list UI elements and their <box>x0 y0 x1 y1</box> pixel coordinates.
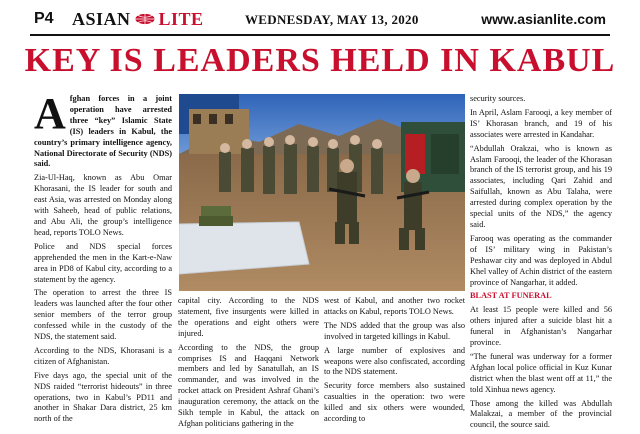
article-column-3 <box>470 94 612 434</box>
article-paragraph: According to the NDS, the group comprises IS and Haqqani Network members and led by Sanatullah, an IS commander, and was involved in the rocket attack on President Ashraf Ghani’s inauguration ceremony, the attack on the Sikh temple in Kabul, the attack on Afghan politicians gathering in the <box>178 342 319 428</box>
article-paragraph: A large number of explosives and weapons were also confiscated, according to the NDS statement. <box>324 345 465 377</box>
article-paragraph: Farooq was operating as the commander of IS’ military wing in Pakistan’s Peshawar city and was deployed in Abdul Khel valley of Achin district of the eastern province of Nangarhar, it added. <box>470 233 612 287</box>
article-column-2b <box>324 296 465 428</box>
issue-date: WEDNESDAY, MAY 13, 2020 <box>245 12 419 27</box>
article-column-2a <box>178 296 319 433</box>
section-subhead: BLAST AT FUNERAL <box>470 291 552 301</box>
article-paragraph: west of Kabul, and another two rocket attacks on Kabul, reports TOLO News. <box>324 296 465 316</box>
website-url[interactable]: www.asianlite.com <box>481 11 606 27</box>
publication-logo <box>72 9 204 30</box>
article-paragraph: The operation to arrest the three IS leaders was launched after the four other senior members of the terror group confessed while in the custody of the NDS, the statement said. <box>34 288 172 342</box>
article-paragraph: security sources. <box>470 94 526 103</box>
news-photo-soldiers <box>179 94 465 291</box>
logo-text-left: ASIAN <box>72 9 131 29</box>
article-paragraph: Those among the killed was Abdullah Malakzai, a member of the provincial council, the source said. <box>470 398 612 430</box>
globe-icon <box>134 9 156 30</box>
logo-text-right: LITE <box>158 9 204 29</box>
article-paragraph: Police and NDS special forces apprehended the men in the Kart-e-Naw area in PD8 of Kabul city, according to a statement by the agency. <box>34 241 172 284</box>
article-paragraph: capital city. According to the NDS statement, five insurgents were killed in the operations and eight others were injured. <box>178 296 319 338</box>
page-headline: KEY IS LEADERS HELD IN KABUL <box>24 42 616 79</box>
masthead-rule <box>30 34 610 36</box>
page-number: P4 <box>34 10 54 27</box>
article-column-1 <box>34 89 172 428</box>
article-paragraph: In April, Aslam Farooqi, a key member of IS’ Khorasan branch, and 19 of his associates were arrested in Kandahar. <box>470 107 612 139</box>
article-paragraph: Security force members also sustained casualties in the operation: two were killed and six others were wounded, according to <box>324 381 465 424</box>
article-paragraph: At least 15 people were killed and 56 others injured after a suicide blast hit a funeral in Afghanistan’s Nangarhar province. <box>470 305 612 348</box>
article-paragraph: Zia-Ul-Haq, known as Abu Omar Khorasani, the IS leader for south and east Asia, was arrested on Monday along with Saheeb, head of public relations, and Abu Ali, the group’s intelligence head, reports TOLO News. <box>34 173 172 237</box>
article-paragraph: “The funeral was underway for a former Afghan local police official in Kuz Kunar district when the blast went off at 11,” the told Xinhua news agency. <box>470 351 612 394</box>
masthead <box>0 0 640 38</box>
article-paragraph: The NDS added that the group was also involved in targeted killings in Kabul. <box>324 320 465 341</box>
article-paragraph: According to the NDS, Khorasani is a citizen of Afghanistan. <box>34 345 172 366</box>
article-lead: fghan forces in a joint operation have arrested three “key” Islamic State (IS) leaders in Kabul, the country’s primary intelligence agency, National Directorate of Security (NDS) said. <box>34 94 172 169</box>
drop-cap: A <box>34 89 66 138</box>
article-paragraph: “Abdullah Orakzai, who is known as Aslam Farooqi, the leader of the Khorasan branch of the IS terrorist group, and his 19 associates, including Qari Zahid and Saifullah, known as Abu Talaha, were arrested during complex operation by the special units of the NDS,” the agency said. <box>470 143 612 229</box>
article-paragraph: Five days ago, the special unit of the NDS raided “terrorist hideouts” in three operations, two in Kabul’s PD11 and another in Shakar Dara district, 25 km north of the <box>34 370 172 424</box>
